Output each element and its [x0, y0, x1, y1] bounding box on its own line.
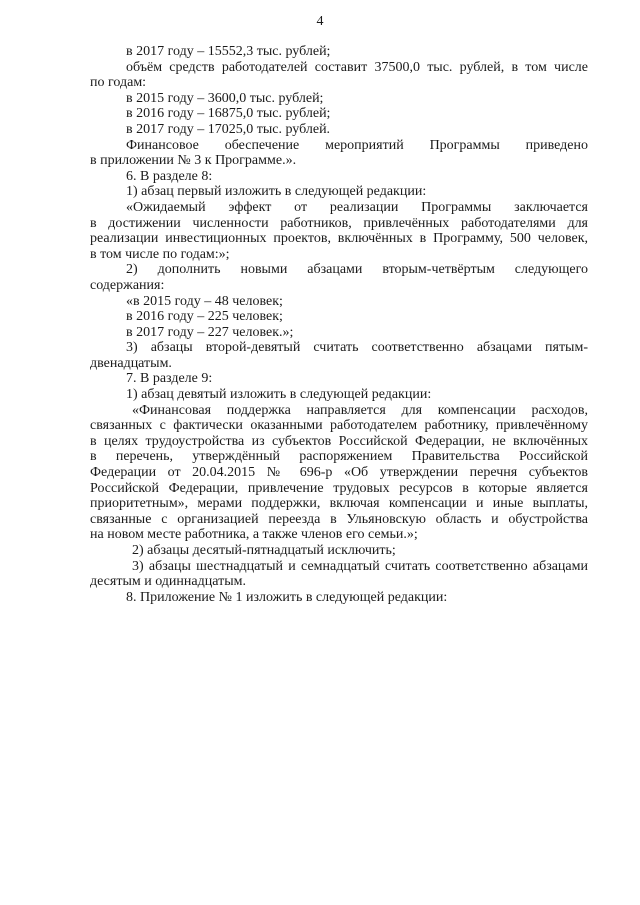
text-line: в 2017 году – 15552,3 тыс. рублей;: [126, 44, 331, 59]
text-line: на новом месте работника, а также членов его семьи.»;: [90, 527, 418, 543]
section-heading: 6. В разделе 8:: [126, 168, 213, 184]
text-line: в достижении численности работников, привлечённых работодателями для: [90, 215, 588, 231]
text-line: 2) дополнить новыми абзацами вторым-четвёртым следующего: [126, 262, 588, 278]
section-heading: 8. Приложение № 1 изложить в следующей редакции:: [126, 589, 448, 605]
text-line: 3) абзацы второй-девятый считать соответственно абзацами пятым-: [126, 340, 588, 356]
text-line: в 2016 году – 225 человек;: [126, 309, 283, 325]
text-line: в том числе по годам:»;: [90, 246, 230, 262]
text-line: связанные с организацией переезда в Ульяновскую область и обустройства: [90, 511, 588, 527]
text-line: «в 2015 году – 48 человек;: [126, 293, 283, 309]
document-body: [90, 44, 588, 605]
text-line: в 2016 году – 16875,0 тыс. рублей;: [126, 106, 331, 122]
text-line: 2) абзацы десятый-пятнадцатый исключить;: [132, 543, 396, 558]
page-number: 4: [316, 14, 324, 29]
text-line: в 2017 году – 17025,0 тыс. рублей.: [126, 121, 331, 137]
text-line: Финансовое обеспечение мероприятий Программы приведено: [126, 137, 588, 153]
section-heading: 7. В разделе 9:: [126, 371, 213, 387]
text-line: 1) абзац первый изложить в следующей редакции:: [126, 184, 427, 200]
text-line: в приложении № 3 к Программе.».: [90, 153, 297, 169]
text-line: «Ожидаемый эффект от реализации Программы заключается: [126, 199, 588, 215]
text-line: 1) абзац девятый изложить в следующей редакции:: [126, 387, 432, 403]
text-line: связанных с фактически оказанными работодателем работнику, привлечённому: [90, 418, 588, 434]
text-line: в перечень, утверждённый распоряжением Правительства Российской: [90, 449, 588, 465]
text-line: в 2017 году – 227 человек.»;: [126, 324, 294, 340]
text-line: «Финансовая поддержка направляется для компенсации расходов,: [132, 402, 588, 418]
text-line: в целях трудоустройства из субъектов Российской Федерации, не включённых: [90, 433, 588, 449]
text-line: в 2015 году – 3600,0 тыс. рублей;: [126, 90, 324, 106]
text-line: объём средств работодателей составит 37500,0 тыс. рублей, в том числе: [126, 59, 588, 75]
text-line: по годам:: [90, 75, 147, 91]
text-line: приоритетным», мерами поддержки, включая компенсации и иные выплаты,: [90, 496, 588, 512]
text-line: реализации инвестиционных проектов, включённых в Программу, 500 человек,: [90, 231, 588, 247]
text-line: Федерации от 20.04.2015 № 696-р «Об утверждении перечня субъектов: [90, 465, 588, 481]
text-line: десятым и одиннадцатым.: [90, 574, 246, 590]
text-line: Российской Федерации, привлечение трудовых ресурсов в которые является: [90, 480, 588, 496]
text-line: двенадцатым.: [90, 355, 172, 371]
text-line: 3) абзацы шестнадцатый и семнадцатый считать соответственно абзацами: [132, 558, 588, 574]
text-line: содержания:: [90, 277, 165, 293]
